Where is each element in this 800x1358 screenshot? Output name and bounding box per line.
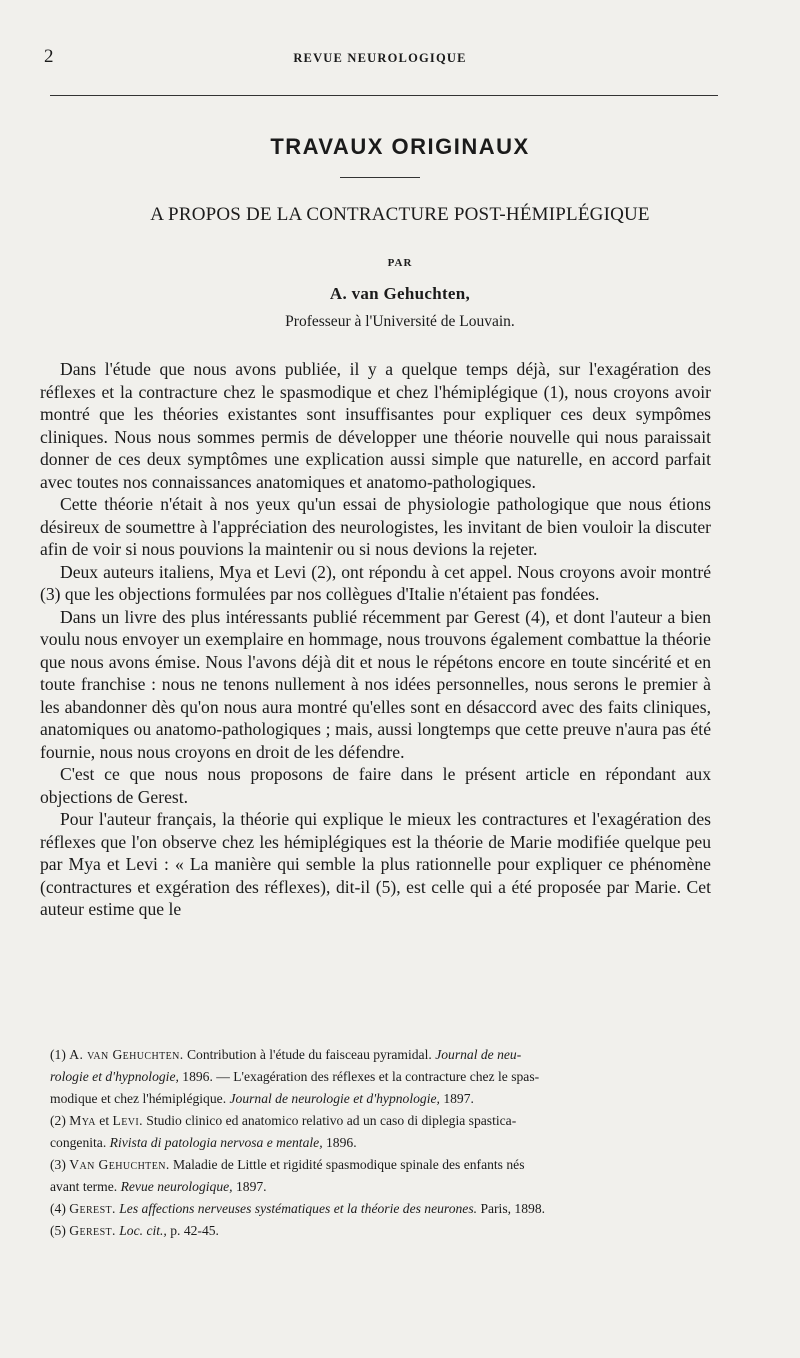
footnote-text: Contribution à l'étude du faisceau pyramidal. — [186, 1047, 432, 1062]
footnote-conjunction: et — [99, 1113, 110, 1128]
footnote-year: 1897. — [235, 1179, 267, 1194]
author-name: A. van Gehuchten, — [329, 284, 471, 303]
footnote-mark: (5) — [50, 1223, 66, 1238]
footnote-mark: (1) — [50, 1047, 66, 1062]
footnote-line — [50, 1198, 708, 1220]
footnote-line — [50, 1176, 708, 1198]
paragraph: Cette théorie n'était à nos yeux qu'un essai de physiologie pathologique que nous étions désireux de soumettre à l'appréciation des neurologistes, les invitant de bien vouloir la discuter afin de voir si nous pouvions la maintenir ou si nous devions la rejeter. — [40, 494, 711, 559]
footnote-1 — [50, 1044, 708, 1110]
footnote-text: p. 42-45. — [170, 1223, 219, 1238]
footnotes — [50, 1044, 708, 1242]
footnote-year: 1896. — [326, 1135, 357, 1150]
footnote-line — [50, 1154, 708, 1176]
footnote-line — [50, 1110, 708, 1132]
paragraph: Deux auteurs italiens, Mya et Levi (2), ont répondu à cet appel. Nous croyons avoir montré (3) que les objections formulées par nos collègues d'Italie n'étaient pas fondées. — [40, 561, 711, 604]
footnote-author: Levi. — [112, 1113, 143, 1128]
footnote-3 — [50, 1154, 708, 1198]
footnote-journal: Revue neurologique, — [120, 1179, 233, 1194]
footnote-journal: rologie et d'hypnologie, — [50, 1069, 179, 1084]
footnote-line — [50, 1066, 708, 1088]
footnote-mark: (2) — [50, 1113, 66, 1128]
footnote-line — [50, 1220, 708, 1242]
paragraph: Pour l'auteur français, la théorie qui explique le mieux les contractures et l'exagération des réflexes que l'on observe chez les hémiplégiques est la théorie de Marie modifiée quelque peu par Mya et Levi : « La manière qui semble la plus rationnelle pour expliquer ce phénomène (contractures et exgération des réflexes), dit-il (5), est celle qui a été proposée par Marie. Cet auteur estime que le — [40, 809, 711, 919]
header-rule — [50, 95, 718, 96]
footnote-author: Gerest. — [69, 1201, 116, 1216]
footnote-line — [50, 1044, 708, 1066]
footnote-author: Van Gehuchten. — [69, 1157, 170, 1172]
footnote-text: modique et chez l'hémiplégique. — [50, 1091, 227, 1106]
footnote-text: 1896. — L'exagération des réflexes et la contracture chez le spas- — [182, 1069, 540, 1084]
paragraph: Dans un livre des plus intéressants publié récemment par Gerest (4), et dont l'auteur a bien voulu nous envoyer un exemplaire en hommage, nous trouvons également combattue la théorie que nous avons émise. Nous l'avons déjà dit et nous le répétons encore en toute sincérité et en toute franchise : nous ne tenons nullement à nos idées personnelles, nous serons le premier à les abandonner dès qu'on nous aura montré qu'elles sont en désaccord avec des faits cliniques, anatomiques ou anatomo-pathologiques ; mais, aussi longtemps que cette preuve n'aura pas été fournie, nous nous croyons en droit de les défendre. — [40, 606, 711, 762]
article-title: A PROPOS DE LA CONTRACTURE POST-HÉMIPLÉGIQUE — [150, 204, 650, 225]
footnote-line — [50, 1132, 708, 1154]
footnote-mark: (3) — [50, 1157, 66, 1172]
footnote-5 — [50, 1220, 708, 1242]
footnote-author: Gerest. — [69, 1223, 116, 1238]
byline-par: PAR — [387, 257, 413, 269]
footnote-text: Studio clinico ed anatomico relativo ad un caso di diplegia spastica- — [146, 1113, 517, 1128]
footnote-journal: Loc. cit., — [119, 1223, 167, 1238]
footnote-text: Paris, 1898. — [480, 1201, 546, 1216]
footnote-line — [50, 1088, 708, 1110]
journal-name: REVUE NEUROLOGIQUE — [293, 51, 467, 65]
footnote-journal: Rivista di patologia nervosa e mentale, — [109, 1135, 323, 1150]
footnote-journal: Journal de neu- — [435, 1047, 522, 1062]
page-number: 2 — [44, 46, 54, 67]
article-body — [40, 358, 711, 921]
author-affiliation: Professeur à l'Université de Louvain. — [285, 313, 515, 330]
footnote-text: congenita. — [50, 1135, 107, 1150]
footnote-4 — [50, 1198, 708, 1220]
footnote-2 — [50, 1110, 708, 1154]
title-rule — [340, 177, 420, 178]
paragraph: C'est ce que nous nous proposons de faire dans le présent article en répondant aux objections de Gerest. — [40, 764, 711, 807]
footnote-year: 1897. — [443, 1091, 474, 1106]
footnote-journal: Les affections nerveuses systématiques et la théorie des neurones. — [119, 1201, 478, 1216]
footnote-journal: Journal de neurologie et d'hypnologie, — [229, 1091, 440, 1106]
running-head — [40, 46, 720, 70]
footnote-mark: (4) — [50, 1201, 66, 1216]
footnote-author: A. van Gehuchten. — [69, 1047, 184, 1062]
footnote-text: avant terme. — [50, 1179, 118, 1194]
paragraph: Dans l'étude que nous avons publiée, il y a quelque temps déjà, sur l'exagération des réflexes et la contracture chez le spasmodique et chez l'hémiplégique (1), nous croyons avoir montré que les théories existantes sont insuffisantes pour expliquer ces deux sympômes cliniques. Nous nous sommes permis de développer une théorie nouvelle qui nous paraissait donner de ces deux symptômes une explication aussi simple que naturelle, en accord parfait avec toutes nos connaissances anatomiques et anatomo-pathologiques. — [40, 359, 711, 492]
footnote-text: Maladie de Little et rigidité spasmodique spinale des enfants nés — [173, 1157, 525, 1172]
section-title: TRAVAUX ORIGINAUX — [270, 134, 530, 159]
footnote-author: Mya — [69, 1113, 96, 1128]
